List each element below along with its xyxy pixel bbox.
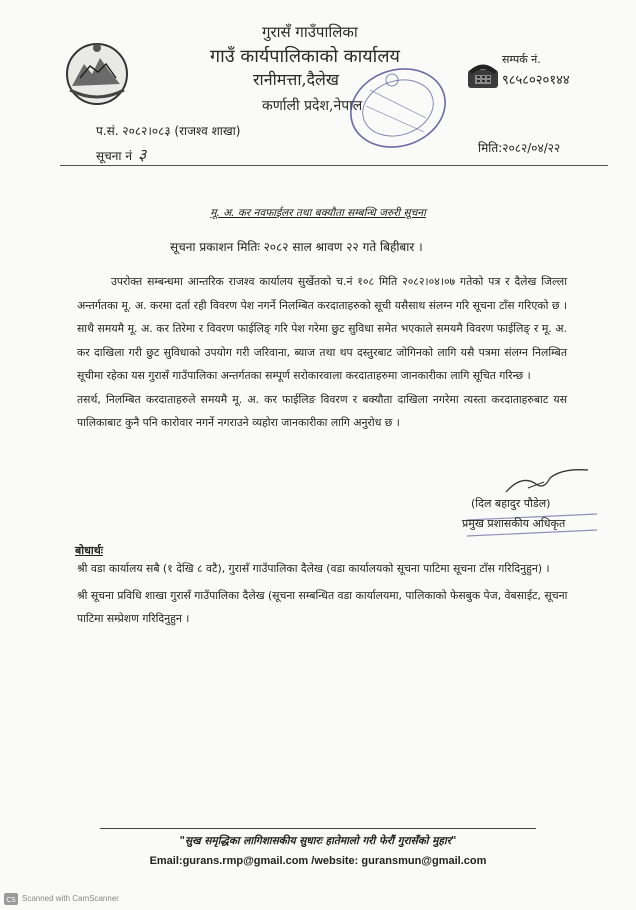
municipality-name: गुरासँ गाउँपालिका: [262, 23, 358, 41]
letter-date: मिति:२०८२/०४/२२: [478, 141, 561, 155]
notice-body: [77, 270, 567, 435]
office-location: रानीमत्ता,दैलेख: [253, 70, 339, 89]
telephone-icon: [466, 60, 500, 90]
signature-icon: [502, 466, 592, 496]
contact-number: ९८५८०२०१४४: [502, 73, 570, 88]
notice-number-label: सूचना नं: [96, 149, 132, 163]
province-name: कर्णाली प्रदेश,नेपाल: [262, 98, 363, 114]
camscanner-icon: [4, 893, 18, 905]
svg-text:CS: CS: [6, 896, 16, 904]
footer-divider: [100, 828, 536, 829]
office-name: गाउँ कार्यपालिकाको कार्यालय: [210, 46, 400, 67]
notice-number-row: [96, 143, 146, 165]
notice-subject: मू. अ. कर नवफाईलर तथा बक्यौता सम्बन्धि जरुरी सूचना: [210, 207, 426, 219]
bodharth-title: बोधार्थः: [75, 544, 103, 557]
notice-number: ३: [137, 145, 147, 164]
body-paragraph: उपरोक्त सम्बन्धमा आन्तरिक राजश्व कार्यालय सुर्खेतको च.नं १०८ मिति २०८२।०४।०७ गतेको पत्र र दैलेख जिल्ला अन्तर्गतका मू. अ. करमा दर्ता रही विवरण पेश नगर्ने निलम्बित करदाताहरुको सूची यसैसाथ संलग्न गरि सूचना टाँस गरिएको छ ।साथै समयमै मू. अ. कर तिरेमा र विवरण फाईलिङ् गरि पेश गरेमा छुट सुविधा समेत भएकाले समयमै विवरण फाईलिङ् र मू. अ. कर दाखिला गरी छुट सुविधाको उपयोग गरी जरिवाना, ब्याज तथा थप दस्तुरबाट जोगिनको लागि यसै पत्रमा संलग्न निलम्बित सूचीमा रहेका यस गुरासँ गाउँपालिका अन्तर्गतका सम्पूर्ण सरोकारवाला करदाताहरुमा जानकारीका लागि सूचित गरिन्छ ।: [77, 275, 567, 382]
footer-contact: Email:gurans.rmp@gmail.com /website: guransmun@gmail.com: [149, 855, 487, 867]
bodharth-item: श्री वडा कार्यालय सबै (१ देखि ८ वटै), गुरासँ गाउँपालिका दैलेख (वडा कार्यालयको सूचना पाटिमा सूचना टाँस गरिदिनुहुन) ।: [77, 562, 550, 575]
body-paragraph: तसर्थ, निलम्बित करदाताहरुले समयमै मू. अ. कर फाईलिङ विवरण र बक्यौता दाखिला नगरेमा त्यस्ता करदाताहरुबाट यस पालिकाबाट कुनै पनि कारोवार नगर्ने नगराउने व्यहोरा जानकारीका लागि अनुरोध छ ।: [77, 392, 567, 429]
header-divider: [60, 165, 608, 166]
signatory-name: (दिल बहादुर पौडेल): [471, 497, 551, 510]
signatory-title: प्रमुख प्रशासकीय अधिकृत: [462, 517, 566, 530]
scanner-watermark: Scanned with CamScanner: [22, 894, 119, 903]
contact-label: सम्पर्क नं.: [502, 53, 541, 66]
footer-motto: "सुख समृद्धिका लागिशासकीय सुधारः हातेमालो गरी फेरौं गुरासँको मुहार": [179, 835, 457, 847]
reference-number: प.सं. २०८२।०८३ (राजश्व शाखा): [96, 124, 241, 138]
nepal-emblem-icon: [62, 38, 132, 108]
bodharth-list: [77, 557, 587, 634]
office-seal-icon: [340, 60, 450, 155]
bodharth-item: श्री सूचना प्रविधि शाखा गुरासँ गाउँपालिका दैलेख (सूचना सम्बन्धित वडा कार्यालयमा, पालिकाको फेसबुक पेज, वेबसाईट, सूचना पाटिमा सम्प्रेशण गरिदिनुहुन ।: [77, 589, 568, 625]
publication-date: सूचना प्रकाशन मितिः २०८२ साल श्रावण २२ गते बिहीबार ।: [170, 240, 423, 254]
